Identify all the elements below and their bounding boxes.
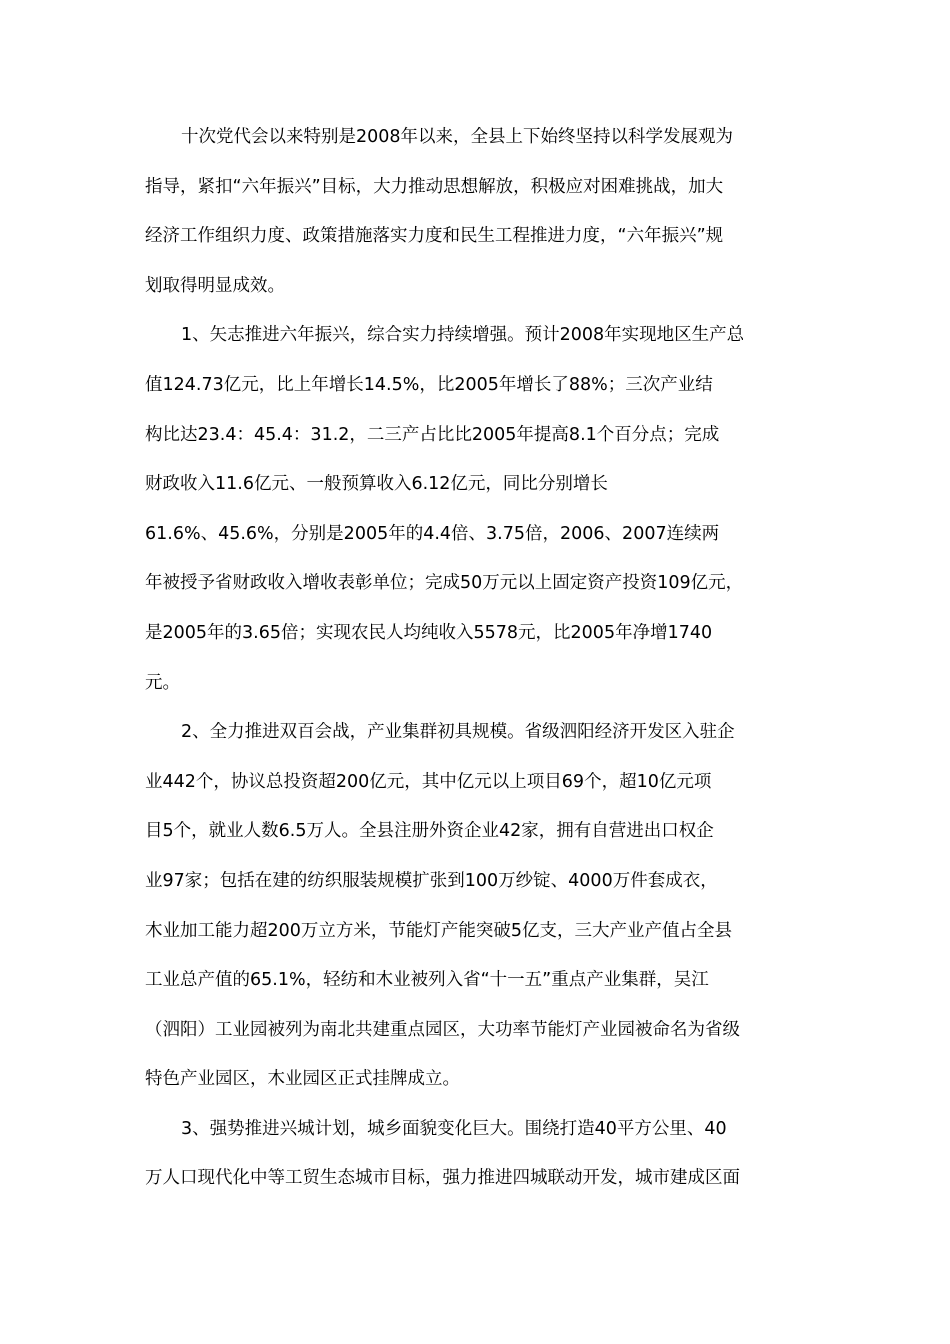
paragraph-line: 61.6%、45.6%，分别是2005年的4.4倍、3.75倍，2006、2007连续两	[145, 523, 720, 544]
paragraph-line: （泗阳）工业园被列为南北共建重点园区，大功率节能灯产业园被命名为省级	[145, 1019, 740, 1040]
paragraph-line: 万人口现代化中等工贸生态城市目标，强力推进四城联动开发，城市建成区面	[145, 1168, 740, 1189]
paragraph-line: 指导，紧扣“六年振兴”目标，大力推动思想解放，积极应对困难挑战，加大	[145, 176, 724, 197]
paragraph-line: 工业总产值的65.1%，轻纺和木业被列入省“十一五”重点产业集群，吴江	[145, 970, 709, 991]
paragraph-first-line: 3、强势推进兴城计划，城乡面貌变化巨大。围绕打造40平方公里、40	[181, 1118, 727, 1139]
paragraph-line: 划取得明显成效。	[145, 275, 285, 296]
paragraph-line: 元。	[145, 672, 180, 693]
paragraph-line: 值124.73亿元，比上年增长14.5%，比2005年增长了88%；三次产业结	[145, 374, 713, 395]
paragraph-line: 业442个，协议总投资超200亿元，其中亿元以上项目69个，超10亿元项	[145, 771, 712, 792]
paragraph-line: 年被授予省财政收入增收表彰单位；完成50万元以上固定资产投资109亿元，	[145, 573, 744, 594]
paragraph-line: 财政收入11.6亿元、一般预算收入6.12亿元，同比分别增长	[145, 474, 608, 495]
paragraph-line: 木业加工能力超200万立方米，节能灯产能突破5亿支，三大产业产值占全县	[145, 920, 733, 941]
paragraph-line: 业97家；包括在建的纺织服装规模扩张到100万纱锭、4000万件套成衣，	[145, 870, 718, 891]
document-body	[145, 113, 810, 1204]
paragraph-line: 目5个，就业人数6.5万人。全县注册外资企业42家，拥有自营进出口权企	[145, 821, 714, 842]
paragraph-first-line: 2、全力推进双百会战，产业集群初具规模。省级泗阳经济开发区入驻企	[181, 722, 735, 743]
paragraph-first-line: 1、矢志推进六年振兴，综合实力持续增强。预计2008年实现地区生产总	[181, 325, 745, 346]
paragraph-line: 构比达23.4：45.4：31.2，二三产占比比2005年提高8.1个百分点；完成	[145, 424, 720, 445]
paragraph-line: 是2005年的3.65倍；实现农民人均纯收入5578元，比2005年净增1740	[145, 622, 713, 643]
paragraph-line: 经济工作组织力度、政策措施落实力度和民生工程推进力度，“六年振兴”规	[145, 226, 724, 247]
paragraph-line: 特色产业园区，木业园区正式挂牌成立。	[145, 1069, 460, 1090]
paragraph-first-line: 十次党代会以来特别是2008年以来，全县上下始终坚持以科学发展观为	[181, 127, 734, 147]
